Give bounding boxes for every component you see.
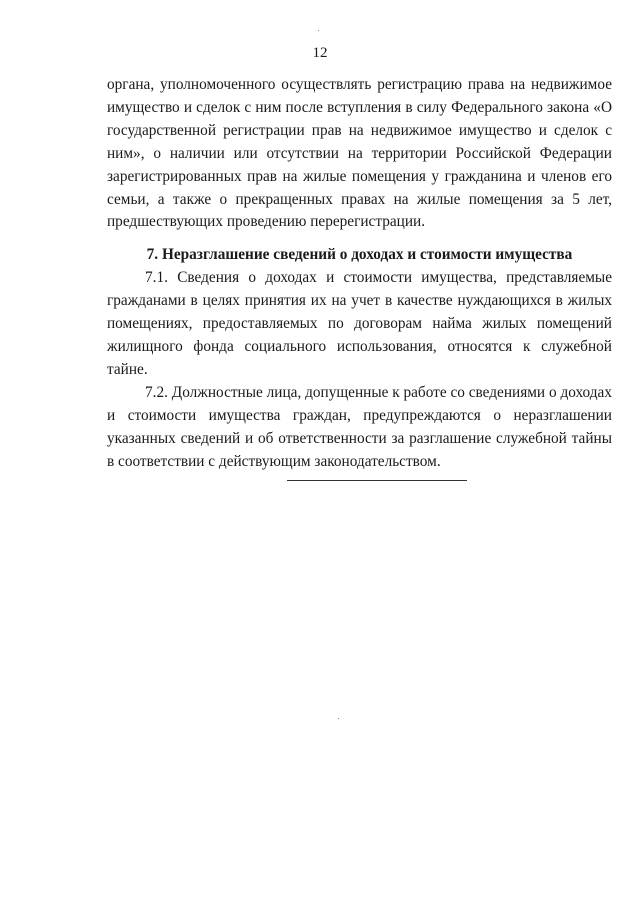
end-of-document-rule — [287, 480, 467, 481]
section-heading: 7. Неразглашение сведений о доходах и стоимости имущества — [146, 246, 573, 264]
page-number: 12 — [312, 45, 328, 61]
document-body — [107, 74, 612, 481]
continuation-paragraph: органа, уполномоченного осуществлять регистрацию права на недвижимое имущество и сделок с ним после вступления в силу Федерального закона «О государственной регистрации прав на недвижимое имущество и сделок с ним», о наличии или отсутствии на территории Российской Федерации зарегистрированных прав на жилые помещения у гражданина и членов его семьи, а также о прекращенных правах на жилые помещения за 5 лет, предшествующих проведению перерегистрации. — [107, 76, 612, 231]
paragraph-7-1: 7.1. Сведения о доходах и стоимости имущества, представляемые гражданами в целях принятия их на учет в качестве нуждающихся в жилых помещениях, предоставляемых по договорам найма жилых помещений жилищного фонда социального использования, относятся к служебной тайне. — [107, 269, 612, 378]
scan-artifact-dot — [338, 718, 339, 719]
scan-artifact-dot — [318, 30, 319, 31]
paragraph-7-2: 7.2. Должностные лица, допущенные к работе со сведениями о доходах и стоимости имущества граждан, предупреждаются о неразглашении указанных сведений и об ответственности за разглашение служебной тайны в соответствии с действующим законодательством. — [107, 383, 612, 470]
